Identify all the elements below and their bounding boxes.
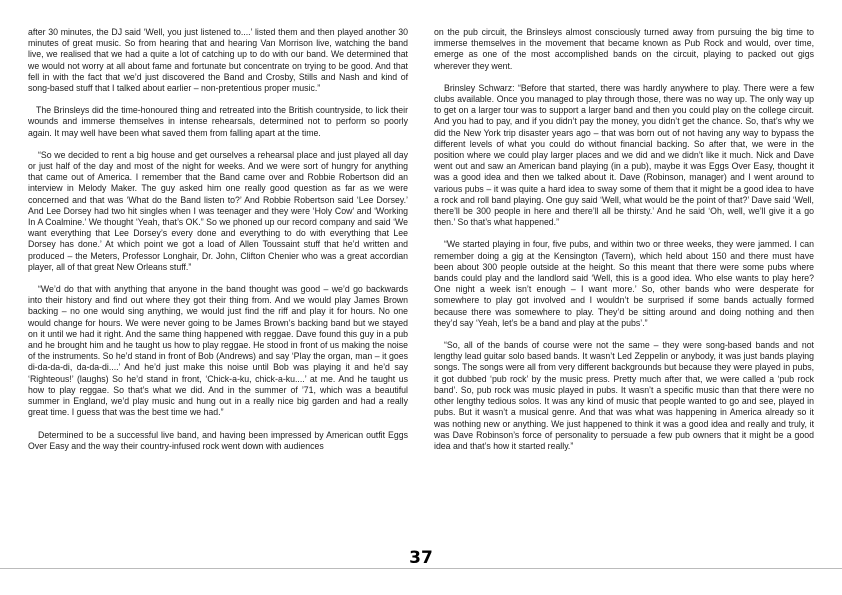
paragraph: “So, all of the bands of course were not the same – they were song-based bands and not lengthy lead guitar solo based bands. It wasn’t Led Zeppelin or anybody, it was just bands playing songs. The songs were all from very different backgrounds but because they were played in pubs, it got dubbed ‘pub rock’ by the music press. Pretty much after that, we were called a ‘pub rock band’. So, pub rock was music played in pubs. It wasn’t a specific music than that there were no other lengthy tedious solos. It was any kind of music that people wanted to go and see, played in pubs. But it wasn’t a musical genre. And that was what was happening in America already so it was nothing new or anything. We just happened to think it was a good idea and really and truly, it was Dave Robinson’s force of personality to persuade a few pub owners that it might be a good idea and that’s how it started really.” <box>434 340 814 451</box>
page-number: 37 <box>409 548 433 568</box>
paragraph: “So we decided to rent a big house and get ourselves a rehearsal place and just played all day or just half of the day and most of the night for weeks. And we were sort of hungry for anything that came out of America. I remember that the Band came over and Robbie Robertson did an interview in Melody Maker. The guy asked him one really good question as far as we were concerned and that was ‘What do the Band listen to?’ And Robbie Robertson said ‘Lee Dorsey.’ And Lee Dorsey had two hit singles when I was teenager and they were ‘Holy Cow’ and ‘Working In A Coalmine.’ We thought ‘Yeah, that’s OK.” So we phoned up our record company and said ‘We want everything that Lee Dorsey’s every done and everything to do with everything that Lee Dorsey has done.’ At which point we got a load of Allen Toussaint stuff that he’d written and produced – the Meters, Professor Longhair, Dr. John, Clifton Chenier who was a great accordian player, all of that great New Orleans stuff.” <box>28 149 408 272</box>
paragraph: “We’d do that with anything that anyone in the band thought was good – we’d go backwards into their history and find out where they got their thing from. And we would play James Brown backing – no one would sing anything, we would just find the riff and play it for hours. No one would change for hours. We were never going to be James Brown’s backing band but we stayed on it until we had it right. And the same thing happened with reggae. Dave found this guy in a pub and he brought him and he taught us how to play reggae. He stood in front of us making the noise of the instruments. So he’d stand in front of Bob (Andrews) and say ‘Play the organ, man – it goes di-da-da-di, da-da-di....’ And he’d just make this noise until Bob was playing it and he’d say ‘Righteous!’ (laughs) So he’d stand in front, ‘Chick-a-ku, chick-a-ku....’ at me. And he taught us how to play reggae. So that’s what we did. And in the summer of ’71, which was a beautiful summer in England, we’d play music and hung out in a really nice big garden and had a really great time. I guess that was the best time we had.” <box>28 284 408 418</box>
bottom-divider <box>0 568 842 569</box>
paragraph: The Brinsleys did the time-honoured thing and retreated into the British countryside, to lick their wounds and immerse themselves in intense rehearsals, determined not to perform so poorly again. It may well have been what saved them from falling apart at the time. <box>28 105 408 138</box>
paragraph: Determined to be a successful live band, and having been impressed by American outfit Eggs Over Easy and the way their country-infused rock went down with audiences <box>28 429 408 451</box>
right-text-column <box>434 27 814 463</box>
left-text-column <box>28 27 408 463</box>
paragraph: on the pub circuit, the Brinsleys almost consciously turned away from pursuing the big time to immerse themselves in the movement that became known as Pub Rock and would, over time, emerge as one of the most accomplished bands on the circuit, playing to packed out gigs wherever they went. <box>434 27 814 71</box>
paragraph: “We started playing in four, five pubs, and within two or three weeks, they were jammed. I can remember doing a gig at the Kensington (Tavern), which held about 150 and there must have been about 300 people outside at the height. So this meant that there were some pubs where bands could play and the landlord said ‘Well, this is a good idea. Who else wants to play here? One night a week isn’t enough – I want more.’ So, other bands who were desperate for somewhere to play got involved and I wouldn’t be surprised if some bands actually formed because there was somewhere to play. They’d be sitting around and doing nothing and then they’d say ‘Yeah, let’s be a band and play at the pubs’.” <box>434 239 814 328</box>
paragraph: after 30 minutes, the DJ said ‘Well, you just listened to....’ listed them and then played another 30 minutes of great music. So from hearing that and hearing Van Morrison live, watching the band live, we realised that we had a quite a lot of catching up to do with our band. We determined that we would not worry at all about fame and fortunate but concentrate on trying to be good. And that fell in with the fact that we’d just discovered the Band and Crosby, Stills and Nash and kind of song-based stuff that I talked about earlier – non-pretentious proper music.” <box>28 27 408 94</box>
paragraph: Brinsley Schwarz: “Before that started, there was hardly anywhere to play. There were a few clubs available. Once you managed to play through those, there was no way up. The only way up to get on a larger tour was to support a larger band and then you could play on the college circuit. And you had to pay, and if you didn’t pay the money, you didn’t get the chance. So, that’s why we did the New York trip disaster years ago – that was born out of not having any way to bypass the different levels of what you could do without financial backing. So after that, we were in the position where we could play larger places and we did and we didn’t like it much. Nick and Dave went out and saw an American band playing (in a pub), maybe it was Eggs Over Easy, thought it was a good idea and then we talked about it. Dave (Robinson, manager) and I went around to various pubs – it was quite a hard idea to sway some of them that it might be a good idea to have a rock and roll band playing. One guy said ‘Well, what would be the point of that?’ Dave said ‘Well, there’ll be 300 people in here and there’ll all be thirsty.’ And he said ‘Oh, well, we’ll give it a go then.’ So that’s what happened.” <box>434 82 814 228</box>
